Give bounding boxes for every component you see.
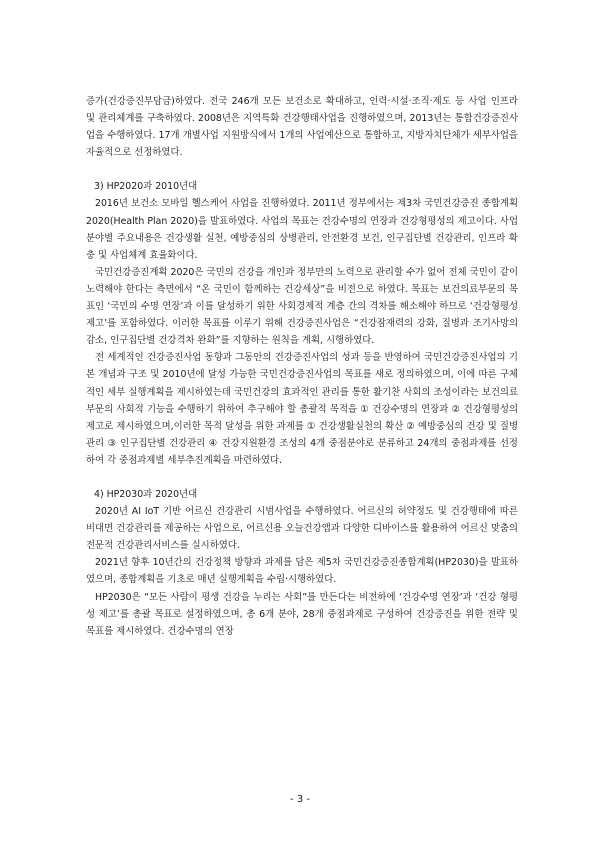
hp2030-paragraph-2: 2021년 향후 10년간의 건강정책 방향과 과제를 담은 제5차 국민건강증진종합계획(HP2030)을 발표하였으며, 종합계획을 기초로 매년 실행계획을 수립·시행하였다. bbox=[86, 557, 518, 586]
section-spacer bbox=[86, 161, 518, 178]
hp2020-paragraph-2: 국민건강증진계획 2020은 국민의 건강을 개인과 정부만의 노력으로 관리할 수가 없어 전체 국민이 같이 노력해야 한다는 측면에서 “온 국민이 함께하는 건강세상”을 비전으로 하였다. 목표는 보건의료부문의 목표인 ‘국민의 수명 연장’과 이를 달성하기 위한 사회경제적 계층 간의 격차를 해소해야 하므로 ‘건강형평성 제고’를 포함하였다. 이러한 목표를 이루기 위해 건강증진사업은 “건강잠재력의 강화, 질병과 조기사망의 감소, 인구집단별 건강격차 완화”를 지향하는 원칙을 계획, 시행하였다. bbox=[86, 266, 518, 347]
section-heading-hp2030: 4) HP2030과 2020년대 bbox=[94, 488, 198, 500]
section-heading-hp2020: 3) HP2020과 2010년대 bbox=[94, 181, 198, 193]
document-body bbox=[86, 93, 518, 640]
section-spacer bbox=[86, 469, 518, 486]
page-number: - 3 - bbox=[290, 794, 310, 805]
intro-paragraph: 증가(건강증진부담금)하였다. 전국 246개 모든 보건소로 확대하고, 인력·시설·조직·제도 등 사업 인프라 및 관리체계를 구축하였다. 2008년은 지역특화 건강행태사업을 진행하였으며, 2013년는 통합건강증진사업을 수행하였다. 17개 개별사업 지원방식에서 1개의 사업예산으로 통합하고, 지방자치단체가 세부사업을 자율적으로 선정하였다. bbox=[86, 96, 518, 159]
hp2030-paragraph-1: 2020년 AI IoT 기반 어르신 건강관리 시범사업을 수행하였다. 어르신의 허약정도 및 건강행태에 따른 비대면 건강관리를 제공하는 사업으로, 어르신용 오늘건강앱과 다양한 디바이스를 활용하여 어르신 맞춤의 전문적 건강관리서비스를 실시하였다. bbox=[86, 506, 518, 552]
hp2020-paragraph-1: 2016년 보건소 모바일 헬스케어 사업을 진행하였다. 2011년 정부에서는 제3차 국민건강증진 종합계획 2020(Health Plan 2020)을 발표하였다. 사업의 목표는 건강수명의 연장과 건강형평성의 제고이다. 사업분야별 주요내용은 건강생활 실천, 예방중심의 상병관리, 안전환경 보건, 인구집단별 건강관리, 인프라 확충 및 사업체계 효율화이다. bbox=[86, 198, 518, 261]
hp2030-paragraph-3: HP2030은 “모든 사람이 평생 건강을 누리는 사회”를 만든다는 비전하에 ‘건강수명 연장’과 ‘건강 형평성 제고’를 총괄 목표로 설정하였으며, 총 6개 분야, 28개 중점과제로 구성하여 건강증진을 위한 전략 및 목표를 제시하였다. 건강수명의 연장 bbox=[86, 591, 518, 637]
hp2020-paragraph-3: 전 세계적인 건강증진사업 동향과 그동안의 건강증진사업의 성과 등을 반영하여 국민건강증진사업의 기본 개념과 구조 및 2010년에 달성 가능한 국민건강증진사업의 목표를 새로 정의하였으며, 이에 따른 구체적인 세부 실행계획을 제시하였는데 국민건강의 효과적인 관리를 통한 활기찬 사회의 조성이라는 보건의료부문의 사회적 기능을 수행하기 위하여 추구해야 할 총괄적 목적을 ① 건강수명의 연장과 ② 건강형평성의 제고로 제시하였으며,이러한 목적 달성을 위한 과제를 ① 건강생활실천의 확산 ② 예방중심의 건강 및 질병 관리 ③ 인구집단별 건강관리 ④ 건강지원환경 조성의 4개 중점분야로 분류하고 24개의 중점과제를 선정하여 각 중점과제별 세부추진계획을 마련하였다. bbox=[86, 352, 518, 466]
